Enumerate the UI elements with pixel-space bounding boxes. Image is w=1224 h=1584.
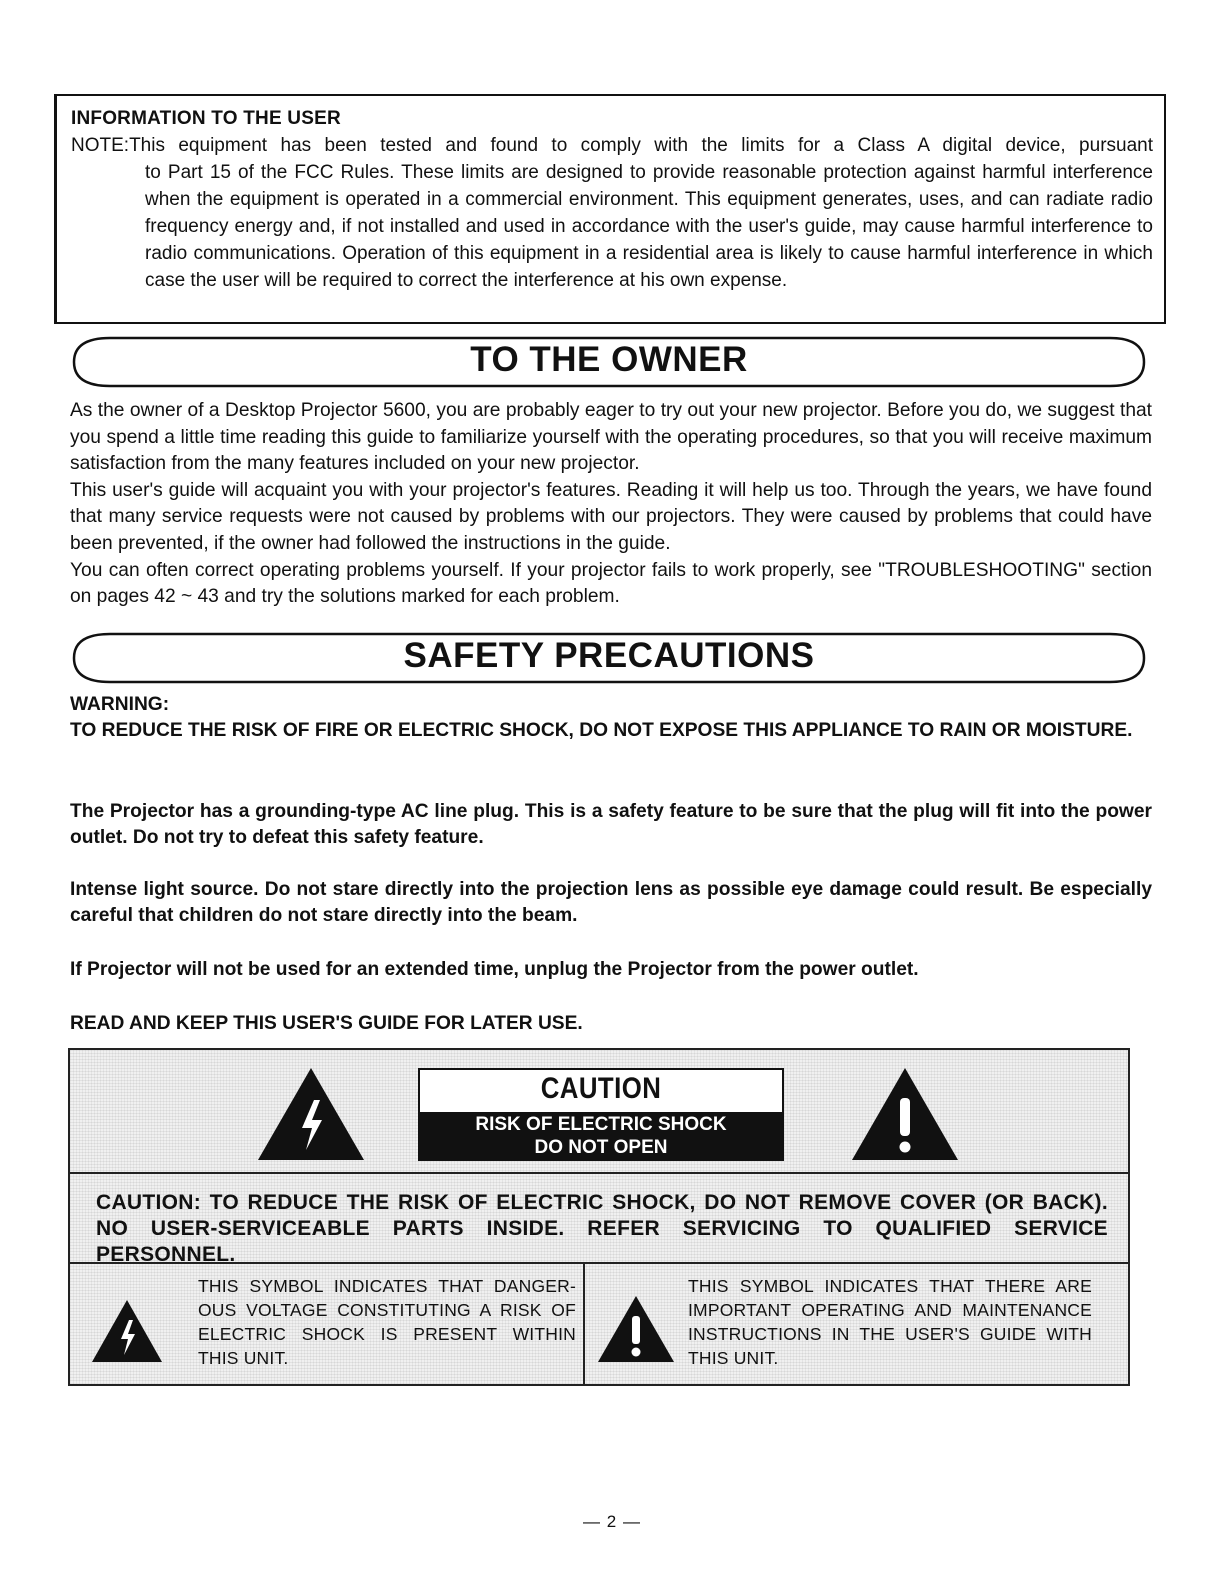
caution-main-row xyxy=(70,1174,1128,1264)
note-label: NOTE: xyxy=(71,135,130,156)
risk-line-1: RISK OF ELECTRIC SHOCK xyxy=(475,1114,727,1135)
symbol-divider xyxy=(583,1264,585,1384)
warning-label: WARNING: xyxy=(70,694,170,715)
lightning-warning-icon xyxy=(256,1066,366,1162)
caution-word: CAUTION xyxy=(540,1072,662,1105)
owner-text xyxy=(70,398,1152,611)
safety-section-banner xyxy=(70,630,1148,682)
keep-guide-notice: READ AND KEEP THIS USER'S GUIDE FOR LATER USE. xyxy=(70,1013,583,1034)
caution-header-row xyxy=(70,1050,1128,1174)
warning-block xyxy=(70,692,1152,744)
fcc-note xyxy=(71,132,1153,294)
lightning-symbol-description: THIS SYMBOL INDICATES THAT DANGER-OUS VOLTAGE CONSTITUTING A RISK OF ELECTRIC SHOCK IS PRESENT WITHIN THIS UNIT. xyxy=(198,1276,576,1368)
owner-section-banner xyxy=(70,334,1148,386)
owner-paragraph-2: This user's guide will acquaint you with your projector's features. Reading it will help us too. Through the years, we have found that many service requests were not caused by problems with our projectors. They were caused by problems that could have been prevented, if the owner had followed the instructions in the guide. xyxy=(70,479,1152,554)
info-title: INFORMATION TO THE USER xyxy=(71,108,341,129)
owner-heading: TO THE OWNER xyxy=(470,340,748,379)
note-first-line: This equipment has been tested and found to comply with the limits for a Class A digital device, pursuant xyxy=(129,135,1153,156)
safety-heading: SAFETY PRECAUTIONS xyxy=(403,636,815,675)
lightning-symbol-icon xyxy=(90,1298,164,1364)
owner-paragraph-1: As the owner of a Desktop Projector 5600, you are probably eager to try out your new projector. Before you do, we suggest that you spend a little time reading this guide to familiarize yourself with the operating procedures, so that you will receive maximum satisfaction from the many features included on your new projector. xyxy=(70,400,1152,475)
unplug-notice: If Projector will not be used for an extended time, unplug the Projector from the power outlet. xyxy=(70,959,919,980)
page-number: — 2 — xyxy=(583,1512,641,1531)
fcc-information-box xyxy=(54,94,1166,324)
caution-label xyxy=(418,1068,784,1161)
risk-of-shock-label xyxy=(420,1112,782,1161)
grounding-notice: The Projector has a grounding-type AC line plug. This is a safety feature to be sure that the plug will fit into the power outlet. Do not try to defeat this safety feature. xyxy=(70,801,1152,848)
note-body: to Part 15 of the FCC Rules. These limits are designed to provide reasonable protection against harmful interference when the equipment is operated in a commercial environment. This equipment generates, uses, and can radiate radio frequency energy and, if not installed and used in accordance with the user's guide, may cause harmful interference to radio communications. Operation of this equipment in a residential area is likely to cause harmful interference in which case the user will be required to correct the interference at his own expense. xyxy=(145,162,1153,291)
risk-line-2: DO NOT OPEN xyxy=(534,1137,668,1158)
exclamation-warning-icon xyxy=(850,1066,960,1162)
light-source-notice: Intense light source. Do not stare directly into the projection lens as possible eye damage could result. Be especially careful that children do not stare directly into the beam. xyxy=(70,879,1152,926)
owner-paragraph-3: You can often correct operating problems yourself. If your projector fails to work properly, see "TROUBLESHOOTING" section on pages 42 ~ 43 and try the solutions marked for each problem. xyxy=(70,559,1152,608)
warning-text: TO REDUCE THE RISK OF FIRE OR ELECTRIC SHOCK, DO NOT EXPOSE THIS APPLIANCE TO RAIN OR MOISTURE. xyxy=(70,720,1133,741)
exclamation-symbol-icon xyxy=(596,1294,676,1364)
exclamation-symbol-description: THIS SYMBOL INDICATES THAT THERE ARE IMPORTANT OPERATING AND MAINTENANCE INSTRUCTIONS IN THE USER'S GUIDE WITH THIS UNIT. xyxy=(688,1276,1092,1368)
caution-main-text: CAUTION: TO REDUCE THE RISK OF ELECTRIC SHOCK, DO NOT REMOVE COVER (OR BACK). NO USER-SERVICEABLE PARTS INSIDE. REFER SERVICING TO QUALIFIED SERVICE PERSONNEL. xyxy=(96,1191,1108,1266)
caution-panel xyxy=(68,1048,1130,1386)
